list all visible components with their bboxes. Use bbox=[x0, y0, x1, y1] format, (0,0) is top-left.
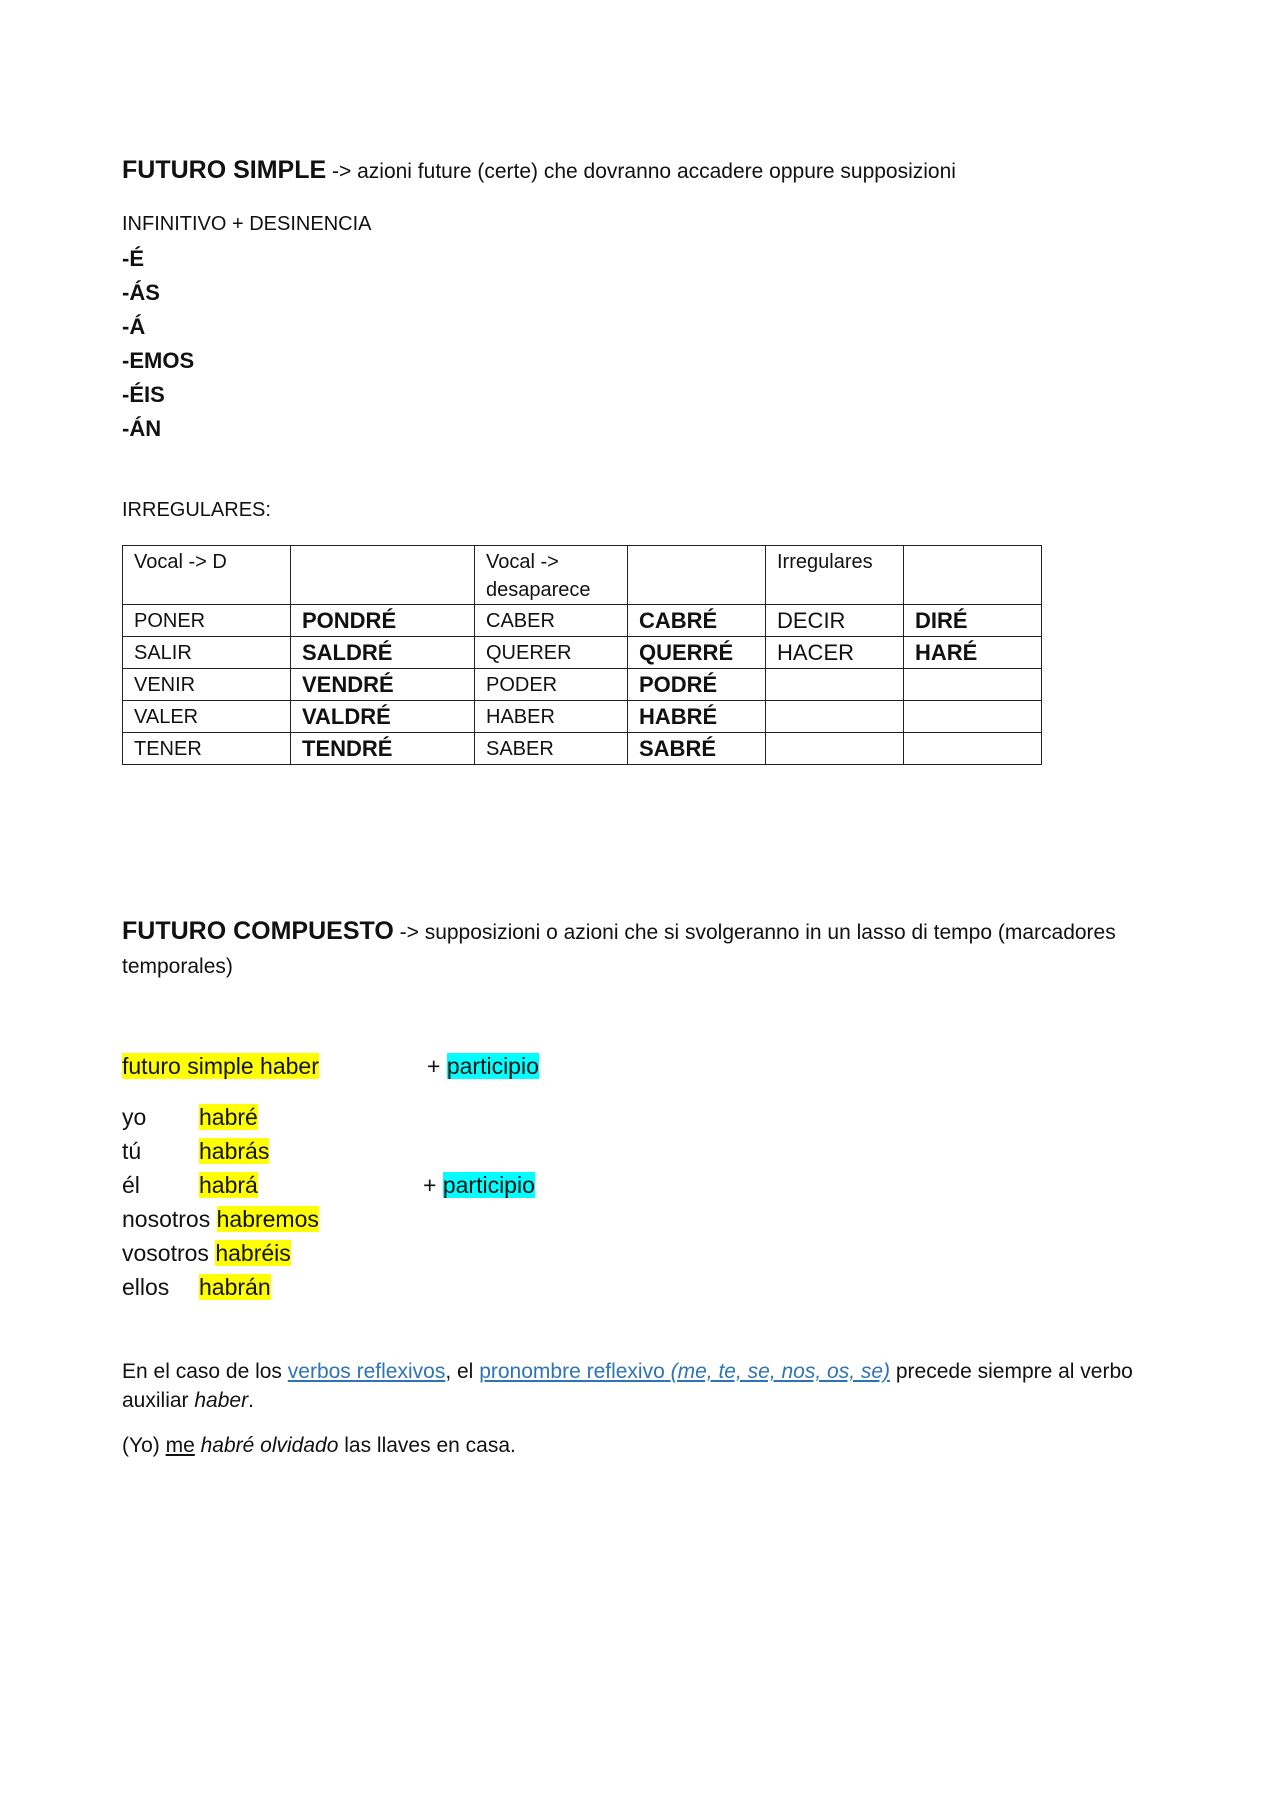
table-row bbox=[123, 733, 1042, 765]
table-cell: SALDRÉ bbox=[291, 637, 475, 669]
table-cell: VALDRÉ bbox=[291, 701, 475, 733]
verb-form: habréis bbox=[215, 1240, 291, 1266]
endings-list bbox=[122, 242, 194, 446]
example-verb: habré olvidado bbox=[200, 1434, 339, 1457]
table-cell: TENDRÉ bbox=[291, 733, 475, 765]
table-cell bbox=[766, 701, 904, 733]
ending-item: -ÁS bbox=[122, 280, 160, 305]
table-cell: VALER bbox=[123, 701, 291, 733]
futuro-compuesto-heading bbox=[122, 917, 1116, 946]
example-text: (Yo) bbox=[122, 1434, 166, 1457]
pronoun: yo bbox=[122, 1104, 147, 1130]
table-cell bbox=[904, 701, 1042, 733]
table-cell: DIRÉ bbox=[904, 605, 1042, 637]
table-cell bbox=[904, 733, 1042, 765]
verb-form: habremos bbox=[216, 1206, 319, 1232]
conjugation-row bbox=[122, 1134, 319, 1168]
conjugation-row bbox=[122, 1270, 319, 1304]
table-row bbox=[123, 605, 1042, 637]
table-cell: HABER bbox=[475, 701, 628, 733]
pronombre-reflexivo-link[interactable] bbox=[479, 1360, 890, 1383]
table-header-cell: Vocal -> desaparece bbox=[475, 546, 628, 605]
futuro-compuesto-description-line2: temporales) bbox=[122, 955, 233, 978]
reflexive-note-line2 bbox=[122, 1389, 254, 1413]
table-header-cell bbox=[904, 546, 1042, 605]
conjugation-row bbox=[122, 1202, 319, 1236]
table-row bbox=[123, 637, 1042, 669]
irregular-verbs-table bbox=[122, 545, 1042, 765]
futuro-simple-heading bbox=[122, 156, 956, 185]
note-text: . bbox=[248, 1389, 254, 1412]
table-cell bbox=[766, 733, 904, 765]
table-cell: HABRÉ bbox=[628, 701, 766, 733]
conjugation-row bbox=[122, 1236, 319, 1270]
note-text: , el bbox=[445, 1360, 480, 1383]
table-header-cell bbox=[628, 546, 766, 605]
example-sentence bbox=[122, 1434, 516, 1458]
verb-form: habrá bbox=[199, 1172, 258, 1198]
ending-item: -Á bbox=[122, 314, 146, 339]
table-cell: PONDRÉ bbox=[291, 605, 475, 637]
verb-form: habrán bbox=[199, 1274, 271, 1300]
table-cell: SABER bbox=[475, 733, 628, 765]
conj-participio: participio bbox=[442, 1172, 535, 1198]
table-cell: VENIR bbox=[123, 669, 291, 701]
conjugation-list bbox=[122, 1100, 319, 1304]
pronoun: vosotros bbox=[122, 1240, 209, 1266]
example-text: las llaves en casa. bbox=[338, 1434, 516, 1457]
formula-left bbox=[122, 1050, 319, 1082]
conjugation-participio bbox=[423, 1168, 535, 1202]
table-cell bbox=[766, 669, 904, 701]
verbos-reflexivos-link[interactable]: verbos reflexivos bbox=[287, 1360, 446, 1383]
table-header-cell: Irregulares bbox=[766, 546, 904, 605]
link-text: pronombre reflexivo bbox=[479, 1360, 665, 1383]
futuro-compuesto-description: -> supposizioni o azioni che si svolgeranno in un lasso di tempo (marcadores bbox=[393, 921, 1116, 944]
table-cell: PODRÉ bbox=[628, 669, 766, 701]
formula-right bbox=[427, 1050, 539, 1082]
futuro-simple-rule: INFINITIVO + DESINENCIA bbox=[122, 213, 372, 235]
table-cell: HARÉ bbox=[904, 637, 1042, 669]
table-cell: QUERER bbox=[475, 637, 628, 669]
formula-haber: futuro simple haber bbox=[122, 1053, 319, 1079]
formula-participio: participio bbox=[446, 1053, 539, 1079]
example-pronoun: me bbox=[165, 1434, 195, 1457]
note-text: precede siempre al verbo bbox=[890, 1360, 1133, 1383]
table-row bbox=[123, 669, 1042, 701]
link-italic-text: (me, te, se, nos, os, se) bbox=[670, 1360, 891, 1383]
conjugation-row bbox=[122, 1100, 319, 1134]
table-cell: PONER bbox=[123, 605, 291, 637]
ending-item: -ÁN bbox=[122, 416, 162, 441]
reflexive-note bbox=[122, 1360, 1133, 1384]
formula-plus: + bbox=[427, 1053, 447, 1079]
verb-form: habrás bbox=[199, 1138, 270, 1164]
futuro-simple-description: -> azioni future (certe) che dovranno accadere oppure supposizioni bbox=[326, 160, 956, 183]
pronoun: él bbox=[122, 1172, 140, 1198]
futuro-simple-title: FUTURO SIMPLE bbox=[122, 156, 327, 184]
table-cell: SABRÉ bbox=[628, 733, 766, 765]
note-text: En el caso de los bbox=[122, 1360, 288, 1383]
pronoun: tú bbox=[122, 1138, 142, 1164]
table-cell bbox=[904, 669, 1042, 701]
note-italic: haber bbox=[194, 1389, 249, 1412]
table-header-cell: Vocal -> D bbox=[123, 546, 291, 605]
irregulares-label: IRREGULARES: bbox=[122, 499, 271, 521]
ending-item: -ÉIS bbox=[122, 382, 165, 407]
table-header-row bbox=[123, 546, 1042, 605]
table-cell: VENDRÉ bbox=[291, 669, 475, 701]
table-cell: HACER bbox=[766, 637, 904, 669]
pronoun: ellos bbox=[122, 1274, 170, 1300]
table-cell: CABER bbox=[475, 605, 628, 637]
note-text: auxiliar bbox=[122, 1389, 195, 1412]
futuro-compuesto-title: FUTURO COMPUESTO bbox=[122, 917, 394, 945]
conj-plus: + bbox=[423, 1172, 443, 1198]
table-cell: QUERRÉ bbox=[628, 637, 766, 669]
table-cell: DECIR bbox=[766, 605, 904, 637]
table-cell: SALIR bbox=[123, 637, 291, 669]
pronoun: nosotros bbox=[122, 1206, 211, 1232]
conjugation-row bbox=[122, 1168, 319, 1202]
ending-item: -EMOS bbox=[122, 348, 195, 373]
table-cell: PODER bbox=[475, 669, 628, 701]
table-cell: TENER bbox=[123, 733, 291, 765]
ending-item: -É bbox=[122, 246, 144, 271]
verb-form: habré bbox=[199, 1104, 258, 1130]
table-cell: CABRÉ bbox=[628, 605, 766, 637]
table-header-cell bbox=[291, 546, 475, 605]
table-row bbox=[123, 701, 1042, 733]
